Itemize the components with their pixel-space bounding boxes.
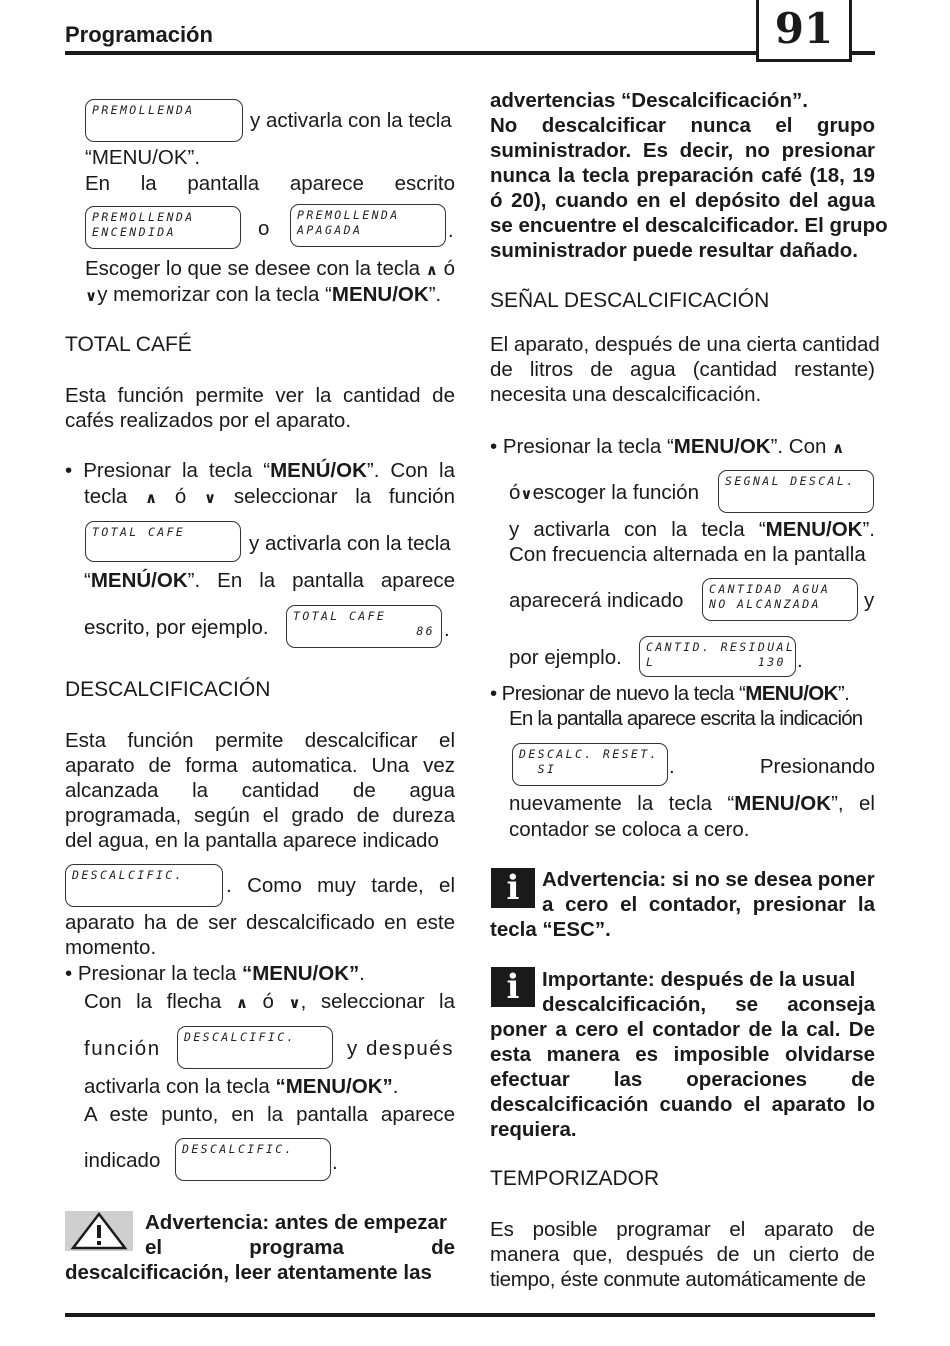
info-line: requiera.	[490, 1118, 577, 1141]
lcd-line: 86	[416, 624, 435, 638]
lcd-total-cafe-86	[286, 605, 442, 648]
text-seg: • Presionar de nuevo la tecla “	[490, 682, 746, 705]
text-seg: y memorizar con la tecla “	[97, 283, 332, 306]
lcd-reset	[512, 743, 668, 786]
info-line: a cero el contador, presionar la	[542, 893, 875, 916]
lcd-line: DESCALCIFIC.	[184, 1030, 296, 1044]
lcd-total-cafe	[85, 521, 241, 562]
warning-line: Advertencia: antes de empezar	[145, 1211, 447, 1234]
bullet-line	[65, 458, 455, 483]
bullet-line	[65, 961, 365, 986]
heading-temporizador: TEMPORIZADOR	[490, 1167, 660, 1190]
text-seg: ”.	[837, 682, 850, 705]
text-seg: ó	[443, 257, 456, 280]
text-line: y activarla con la tecla	[249, 532, 451, 555]
info-icon: i	[491, 868, 535, 908]
text-line: . Como muy tarde, el	[226, 874, 455, 897]
text-dot: .	[332, 1151, 338, 1174]
caret-up-icon: ∧	[145, 490, 158, 507]
text-seg: .	[392, 1075, 399, 1098]
heading-senal: SEÑAL DESCALCIFICACIÓN	[490, 289, 770, 312]
text-line	[509, 517, 875, 542]
text-seg: ”.	[428, 283, 442, 306]
text-line: función	[84, 1037, 161, 1060]
text-line: alcanzada la cantidad de agua	[65, 779, 455, 802]
lcd-line: ENCENDIDA	[92, 225, 176, 239]
text-seg: “	[84, 569, 91, 592]
lcd-premolienda	[85, 99, 243, 142]
text-line: se encuentre el descalcificador. El grupo	[490, 214, 888, 237]
text-line	[84, 989, 455, 1016]
text-line: nunca la tecla preparación café (18, 19	[490, 164, 875, 187]
text-line: de litros de agua (cantidad restante)	[490, 358, 875, 381]
text-line: aparecerá indicado	[509, 589, 684, 612]
lcd-line: PREMOLLENDA	[297, 208, 400, 222]
text-seg: nuevamente la tecla “	[509, 792, 735, 815]
text-line	[84, 484, 455, 511]
text-line: Esta función permite ver la cantidad de	[65, 384, 455, 407]
info-line: descalcificación, se aconseja	[542, 993, 875, 1016]
text-line: No descalcificar nunca el grupo	[490, 114, 875, 137]
lcd-apagada	[290, 204, 446, 247]
text-line: En la pantalla aparece escrita la indicación	[509, 707, 863, 730]
info-line: efectuar las operaciones de	[490, 1068, 875, 1091]
lcd-line: APAGADA	[297, 223, 363, 237]
lcd-descalcific-3	[175, 1138, 331, 1181]
text-seg: y activarla con la tecla “	[509, 518, 766, 541]
lcd-descalcific-2	[177, 1026, 333, 1069]
warning-triangle-icon	[65, 1211, 133, 1251]
text-line: programada, según el grado de dureza	[65, 804, 455, 827]
bullet-line	[490, 434, 844, 461]
lcd-line: PREMOLLENDA	[92, 103, 195, 117]
lcd-line: DESCALC. RESET.	[519, 747, 659, 761]
text-line: advertencias “Descalcificación”.	[490, 89, 808, 112]
caret-up-icon: ∧	[425, 262, 438, 279]
text-seg: Con la flecha	[84, 990, 222, 1013]
lcd-line: TOTAL CAFE	[92, 525, 186, 539]
text-seg: ”. En la pantalla aparece	[187, 569, 455, 592]
bullet-line	[490, 681, 849, 706]
text-bold: “MENU/OK”	[241, 962, 360, 985]
info-line: Importante: después de la usual	[542, 968, 856, 991]
warning-line: el programa de	[145, 1236, 455, 1259]
lcd-line: CANTIDAD AGUA	[709, 582, 831, 596]
text-seg: Escoger lo que se desee con la tecla	[85, 257, 421, 280]
text-seg: ”.	[862, 518, 875, 541]
text-line: y	[864, 589, 875, 612]
text-line: necesita una descalcificación.	[490, 383, 762, 406]
lcd-line: CANTID. RESIDUAL	[646, 640, 796, 654]
text-seg: .	[359, 962, 365, 985]
heading-descalcificacion: DESCALCIFICACIÓN	[65, 678, 271, 701]
warning-line: descalcificación, leer atentamente las	[65, 1261, 432, 1284]
text-line: Es posible programar el aparato de	[490, 1218, 875, 1241]
text-bold: “MENU/OK”	[275, 1075, 393, 1098]
text-line	[509, 791, 875, 816]
text-line	[84, 568, 455, 593]
text-seg: • Presionar la tecla	[65, 962, 242, 985]
text-line	[85, 256, 455, 283]
section-title: Programación	[65, 22, 213, 47]
text-line: “MENU/OK”.	[85, 146, 201, 169]
header-rule	[65, 51, 875, 55]
heading-total-cafe: TOTAL CAFÉ	[65, 333, 192, 356]
text-line: A este punto, en la pantalla aparece	[84, 1103, 455, 1126]
lcd-line: TOTAL CAFE	[293, 609, 387, 623]
lcd-residual	[639, 636, 796, 677]
text-line: suministrador. Es decir, no presionar	[490, 139, 875, 162]
lcd-descalcific	[65, 864, 223, 907]
text-bold: MENU/OK	[745, 682, 838, 705]
info-line: tecla “ESC”.	[490, 918, 611, 941]
text-seg: ó	[509, 481, 521, 504]
text-line	[85, 282, 441, 309]
text-bold: MENÚ/OK	[90, 569, 188, 592]
text-seg: escoger la función	[532, 481, 699, 504]
lcd-line: NO ALCANZADA	[709, 597, 821, 611]
text-line	[509, 480, 699, 507]
text-line: El aparato, después de una cierta cantidad	[490, 333, 880, 356]
text-dot: .	[448, 219, 454, 242]
text-dot: .	[797, 649, 803, 672]
text-line: y activarla con la tecla	[250, 109, 452, 132]
text-line: ó 20), cuando en el depósito del agua	[490, 189, 875, 212]
lcd-line: L 130	[646, 655, 786, 669]
info-line: Advertencia: si no se desea poner	[542, 868, 875, 891]
text-seg: ”. Con	[770, 435, 827, 458]
text-bold: MENU/OK	[331, 283, 429, 306]
caret-down-icon: ∨	[203, 490, 217, 507]
text-bold: MENÚ/OK	[270, 459, 367, 482]
info-line: poner a cero el contador de la cal. De	[490, 1018, 875, 1041]
text-seg: ”. Con la	[366, 459, 455, 482]
text-line: del agua, en la pantalla aparece indicado	[65, 829, 439, 852]
text-line: contador se coloca a cero.	[509, 818, 750, 841]
text-seg: ”, el	[831, 792, 875, 815]
caret-down-icon: ∨	[520, 486, 533, 503]
text-seg: ó	[174, 485, 187, 508]
caret-up-icon: ∧	[832, 440, 845, 457]
text-line: escrito, por ejemplo.	[84, 616, 269, 639]
info-line: descalcificación cuando el aparato lo	[490, 1093, 875, 1116]
lcd-segnal	[718, 470, 874, 513]
text-bold: MENU/OK	[734, 792, 832, 815]
text-seg: ó	[262, 990, 274, 1013]
text-seg: activarla con la tecla	[84, 1075, 276, 1098]
text-line: . Presionando	[669, 755, 875, 778]
text-dot: .	[444, 618, 450, 641]
text-seg: • Presionar la tecla “	[65, 459, 271, 482]
text-line: indicado	[84, 1149, 161, 1172]
text-line: suministrador puede resultar dañado.	[490, 239, 858, 262]
text-bold: MENU/OK	[765, 518, 863, 541]
text-line: manera que, después de un cierto de	[490, 1243, 875, 1266]
text-seg: , seleccionar la	[300, 990, 455, 1013]
text-line: En la pantalla aparece escrito	[85, 172, 455, 195]
text-line	[84, 1074, 398, 1099]
text-seg: seleccionar la función	[233, 485, 455, 508]
lcd-line: SI	[519, 762, 557, 776]
info-line: esta manera es imposible olvidarse	[490, 1043, 875, 1066]
text-seg: • Presionar la tecla “	[490, 435, 674, 458]
lcd-line: DESCALCIFIC.	[72, 868, 184, 882]
text-line: por ejemplo.	[509, 646, 622, 669]
text-line: momento.	[65, 936, 157, 959]
text-line: aparato de forma automatica. Una vez	[65, 754, 455, 777]
text-seg: tecla	[84, 485, 128, 508]
footer-rule	[65, 1313, 875, 1317]
lcd-encendida	[85, 206, 241, 249]
lcd-line: DESCALCIFIC.	[182, 1142, 294, 1156]
text-line: Esta función permite descalcificar el	[65, 729, 455, 752]
lcd-cantidad-agua	[702, 578, 858, 621]
caret-up-icon: ∧	[235, 995, 248, 1012]
lcd-line: PREMOLLENDA	[92, 210, 195, 224]
text-line: tiempo, éste conmute automáticamente de	[490, 1268, 866, 1291]
text-line: Con frecuencia alternada en la pantalla	[509, 543, 866, 566]
text-bold: MENU/OK	[673, 435, 771, 458]
page-number: 91	[756, 0, 852, 62]
caret-down-icon: ∨	[288, 995, 301, 1012]
text-line: y después	[347, 1037, 454, 1060]
lcd-line: SEGNAL DESCAL.	[725, 474, 856, 488]
text-o: o	[258, 217, 270, 240]
info-icon: i	[491, 967, 535, 1007]
text-line: cafés realizados por el aparato.	[65, 409, 352, 432]
caret-down-icon: ∨	[85, 288, 98, 305]
text-line: aparato ha de ser descalcificado en este	[65, 911, 455, 934]
